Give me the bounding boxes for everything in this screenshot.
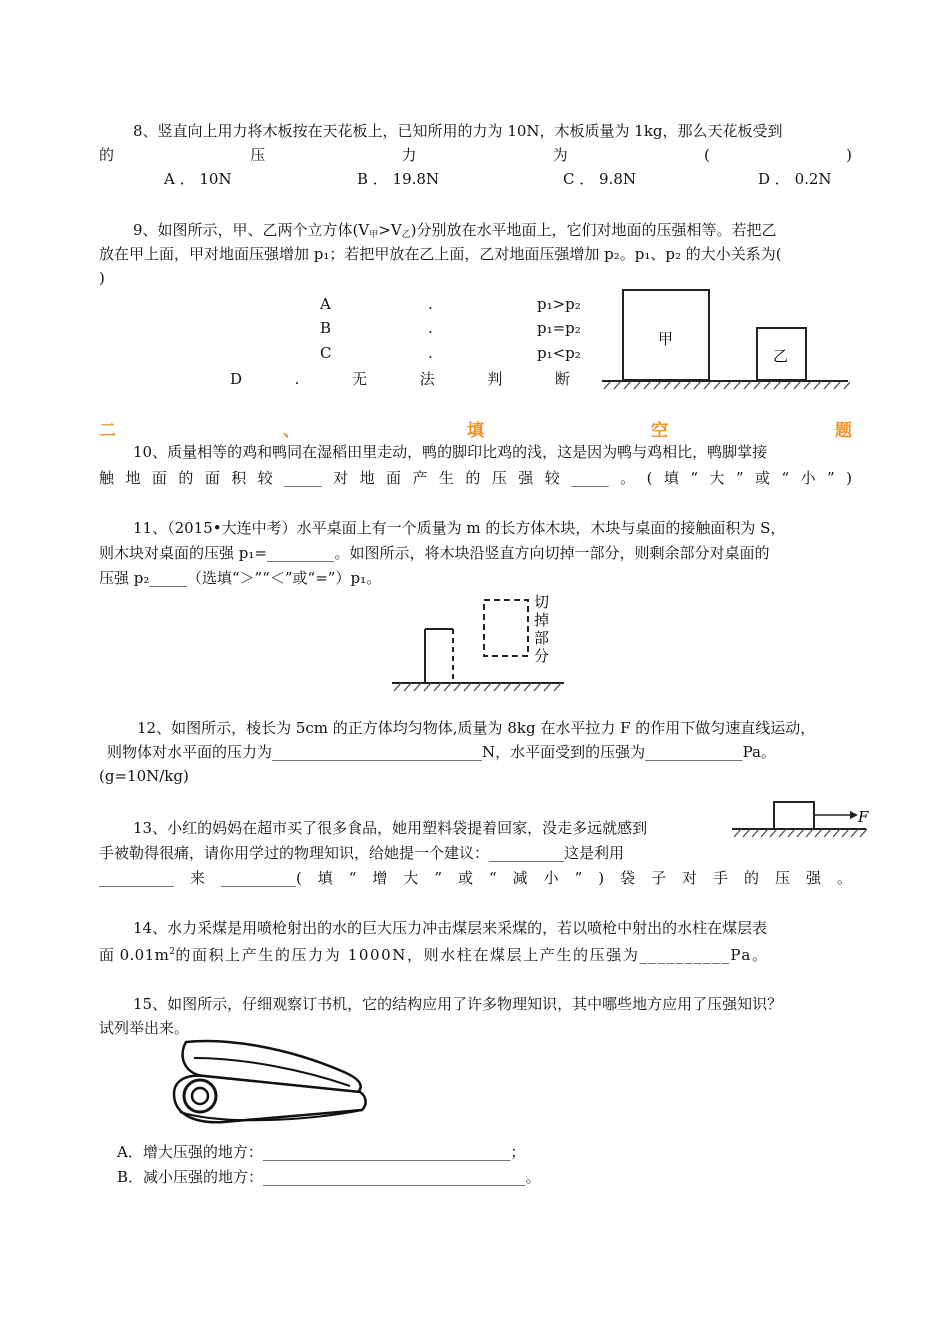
- hatch-mark: [824, 829, 831, 837]
- q10-line2-word: “: [690, 469, 698, 487]
- q10-line2-word: ”: [827, 469, 835, 487]
- q13-line3-word: 压: [775, 869, 791, 887]
- q11-line1: 11、（2015•大连中考）水平桌面上有一个质量为 m 的长方体木块，木块与桌面的接触面积为 S，: [133, 519, 786, 537]
- q10-line2-word: 地: [359, 469, 375, 487]
- q8-line2: [99, 143, 852, 167]
- section-2-heading: 二 、 填 空 题: [99, 421, 852, 441]
- q13-line3-word: 大: [403, 869, 419, 887]
- hatch-mark: [774, 381, 781, 389]
- hatch-mark: [514, 683, 521, 691]
- hatch-mark: [784, 381, 791, 389]
- hatch-mark: [754, 381, 761, 389]
- hatch-mark: [724, 381, 731, 389]
- q9-line2: 放在甲上面，甲对地面压强增加 p₁；若把甲放在乙上面，乙对地面压强增加 p₂。p₁、p₂ 的大小关系为(: [99, 245, 782, 263]
- hatch-mark: [644, 381, 651, 389]
- q10-line2-word: 积: [231, 469, 247, 487]
- hatch-mark: [654, 381, 661, 389]
- q12-line2: 则物体对水平面的压力为____________________________N，水平面受到的压强为_____________Pa。: [107, 743, 776, 761]
- hatch-mark: [534, 683, 541, 691]
- q9-option-a-dot: .: [428, 295, 433, 313]
- q13-line3-word: 对: [682, 869, 698, 887]
- cube-jia-label: 甲: [658, 330, 674, 348]
- q10-line2-word: 填: [663, 469, 679, 487]
- q13-line3-word: ): [598, 869, 605, 887]
- q15-line1: 15、如图所示，仔细观察订书机，它的结构应用了许多物理知识，其中哪些地方应用了压强知识？: [133, 995, 783, 1013]
- q8-line2-word: 压: [250, 146, 266, 164]
- q13-line3-word: __________: [99, 869, 174, 887]
- hatch-mark: [842, 829, 849, 837]
- hatch-mark: [806, 829, 813, 837]
- q15-answer-a[interactable]: A．增大压强的地方：_________________________________；: [117, 1143, 526, 1161]
- hatch-mark: [394, 683, 401, 691]
- q10-line2-word: 触: [99, 469, 115, 487]
- hatch-mark: [524, 683, 531, 691]
- hatch-mark: [734, 829, 741, 837]
- block: [774, 802, 814, 829]
- q9-option-b-text: p₁=p₂: [537, 319, 581, 337]
- q9-option-c-letter: C: [320, 344, 332, 362]
- q11-line2: 则木块对桌面的压强 p₁=_________。如图所示，将木块沿竖直方向切掉一部分，则剩余部分对桌面的: [99, 544, 770, 562]
- q10-line2-word: 强: [518, 469, 534, 487]
- q10-line2-word: 面: [204, 469, 220, 487]
- hatch-mark: [804, 381, 811, 389]
- q8-line2-word: 为: [552, 146, 568, 164]
- q13-line3-word: 。: [836, 869, 852, 887]
- hatch-mark: [684, 381, 691, 389]
- hatch-mark: [794, 381, 801, 389]
- q9-option-c-text: p₁<p₂: [537, 344, 581, 362]
- hatch-mark: [614, 381, 621, 389]
- stapler-hinge-inner: [192, 1088, 208, 1104]
- q8-option-d: D ． 0.2N: [758, 170, 832, 188]
- q13-line3-word: 子: [651, 869, 667, 887]
- q10-line2-word: 生: [438, 469, 454, 487]
- hatch-mark: [834, 381, 841, 389]
- q10-line2-word: _____: [284, 469, 322, 487]
- q13-line3-word: 增: [372, 869, 388, 887]
- hatch-mark: [454, 683, 461, 691]
- hatch-mark: [761, 829, 768, 837]
- q13-line3-word: 填: [317, 869, 333, 887]
- force-label: F: [858, 808, 869, 826]
- hatch-mark: [484, 683, 491, 691]
- hatch-mark: [444, 683, 451, 691]
- q13-line3-word: ”: [434, 869, 443, 887]
- q13-line3-word: __________(: [220, 869, 302, 887]
- q13-line3-word: “: [489, 869, 497, 887]
- q15-answer-b[interactable]: B．减小压强的地方：___________________________________。: [117, 1168, 541, 1186]
- hatch-mark: [833, 829, 840, 837]
- q9-option-b-letter: B: [320, 319, 332, 337]
- hatch-mark: [624, 381, 631, 389]
- hatch-mark: [664, 381, 671, 389]
- q13-line3-word: 的: [744, 869, 760, 887]
- q9-line1: 9、如图所示，甲、乙两个立方体$(V_甲>V_乙)$分别放在水平地面上，它们对地面的压强相等。若把乙: [133, 221, 777, 240]
- hatch-mark: [851, 829, 858, 837]
- q10-line2-word: “: [781, 469, 790, 487]
- stapler-figure: [164, 1036, 374, 1128]
- hatch-mark: [743, 829, 750, 837]
- hatch-mark: [604, 381, 611, 389]
- q8-line2-word: 力: [401, 146, 417, 164]
- q8-line2-word: ): [846, 146, 852, 164]
- cut-label-4: 分: [534, 647, 550, 665]
- q12-line1: 12、如图所示，棱长为 5cm 的正方体均匀物体,质量为 8kg 在水平拉力 F 的作用下做匀速直线运动，: [137, 719, 816, 737]
- q14-line1: 14、水力采煤是用喷枪射出的水的巨大压力冲击煤层来采煤的，若以喷枪中射出的水柱在煤层表: [133, 919, 768, 937]
- q15-line2: 试列举出来。: [99, 1019, 190, 1037]
- ground-hatch: [734, 829, 867, 837]
- q10-line2-word: 面: [151, 469, 167, 487]
- cut-label-3: 部: [534, 629, 550, 647]
- q9-line3: ): [99, 269, 105, 287]
- q8-option-c: C ． 9.8N: [563, 170, 636, 188]
- q10-line2-word: (: [646, 469, 653, 487]
- q11-line3: 压强 p₂_____（选填“＞”“＜”或“=”）p₁。: [99, 569, 382, 587]
- q8-line1: 8、竖直向上用力将木板按在天花板上，已知所用的力为 10N，木板质量为 1kg，那么天花板受到: [133, 122, 783, 140]
- cut-part-dashed: [484, 600, 528, 656]
- q10-line2-word: _____: [571, 469, 609, 487]
- q10-line2-word: 小: [800, 469, 816, 487]
- q9-option-a-text: p₁>p₂: [537, 295, 581, 313]
- q8-option-b: B ． 19.8N: [357, 170, 440, 188]
- hatch-mark: [844, 381, 850, 389]
- hatch-mark: [779, 829, 786, 837]
- hatch-mark: [752, 829, 759, 837]
- ground-hatch: [394, 683, 561, 691]
- block-cut-figure: [388, 590, 568, 692]
- q13-line3-word: “: [348, 869, 357, 887]
- q10-line2-word: ): [846, 469, 852, 487]
- q13-line2: 手被勒得很痛，请你用学过的物理知识，给她提一个建议：__________这是利用: [99, 844, 625, 862]
- hatch-mark: [544, 683, 551, 691]
- hatch-mark: [797, 829, 804, 837]
- hatch-mark: [474, 683, 481, 691]
- hatch-mark: [704, 381, 711, 389]
- hatch-mark: [424, 683, 431, 691]
- hatch-mark: [744, 381, 751, 389]
- q10-line2-word: 面: [386, 469, 402, 487]
- q10-line2-word: 的: [465, 469, 481, 487]
- hatch-mark: [764, 381, 771, 389]
- cut-label-2: 掉: [534, 611, 550, 629]
- hatch-mark: [464, 683, 471, 691]
- q10-line2-word: 地: [125, 469, 141, 487]
- q13-line1: 13、小红的妈妈在超市买了很多食品，她用塑料袋提着回家，没走多远就感到: [133, 819, 648, 837]
- q13-line3-word: 或: [458, 869, 474, 887]
- q12-line3: (g=10N/kg): [99, 767, 189, 785]
- q13-line3-word: 手: [713, 869, 729, 887]
- q10-line2-word: 的: [178, 469, 194, 487]
- q14-line2: 面 $0.01m^2$的面积上产生的压力为 1000N，则水柱在煤层上产生的压强为__________Pa。: [99, 946, 769, 964]
- hatch-mark: [634, 381, 641, 389]
- q8-line2-word: 的: [99, 146, 115, 164]
- q9-option-d: D . 无 法 判 断: [230, 370, 570, 388]
- cut-label-1: 切: [534, 593, 550, 611]
- q8-option-a: A ． 10N: [164, 170, 232, 188]
- hatch-mark: [504, 683, 511, 691]
- hatch-mark: [824, 381, 831, 389]
- cube-yi-label: 乙: [773, 347, 789, 365]
- q10-line2: [99, 466, 852, 490]
- q10-line2-word: 对: [333, 469, 349, 487]
- force-arrow-head: [850, 811, 858, 819]
- q13-line3: [99, 866, 852, 890]
- hatch-mark: [404, 683, 411, 691]
- hatch-mark: [434, 683, 441, 691]
- hatch-mark: [860, 829, 867, 837]
- ground-hatch: [604, 381, 850, 389]
- hatch-mark: [788, 829, 795, 837]
- q10-line2-word: ”: [735, 469, 744, 487]
- q8-line2-word: (: [704, 146, 710, 164]
- q9-option-c-dot: .: [428, 344, 433, 362]
- q10-line2-word: 。: [620, 469, 636, 487]
- q13-line3-word: 来: [189, 869, 205, 887]
- hatch-mark: [674, 381, 681, 389]
- q13-line3-word: 强: [805, 869, 821, 887]
- hatch-mark: [554, 683, 561, 691]
- hatch-mark: [694, 381, 701, 389]
- q10-line2-word: 或: [755, 469, 771, 487]
- cubes-figure: [598, 286, 850, 390]
- q13-line3-word: 小: [543, 869, 559, 887]
- q13-line3-word: ”: [574, 869, 583, 887]
- q13-line3-word: 袋: [620, 869, 636, 887]
- q10-line2-word: 产: [412, 469, 428, 487]
- q9-option-a-letter: A: [320, 295, 331, 313]
- q10-line2-word: 大: [709, 469, 725, 487]
- hatch-mark: [814, 381, 821, 389]
- hatch-mark: [815, 829, 822, 837]
- q10-line2-word: 较: [544, 469, 560, 487]
- pulled-block-figure: [730, 798, 870, 840]
- q10-line2-word: 较: [257, 469, 273, 487]
- hatch-mark: [770, 829, 777, 837]
- hatch-mark: [714, 381, 721, 389]
- hatch-mark: [414, 683, 421, 691]
- hatch-mark: [734, 381, 741, 389]
- q10-line2-word: 压: [491, 469, 507, 487]
- q13-line3-word: 减: [512, 869, 528, 887]
- hatch-mark: [494, 683, 501, 691]
- q9-option-b-dot: .: [428, 319, 433, 337]
- q10-line1: 10、质量相等的鸡和鸭同在湿稻田里走动，鸭的脚印比鸡的浅，这是因为鸭与鸡相比，鸭脚掌接: [133, 443, 768, 461]
